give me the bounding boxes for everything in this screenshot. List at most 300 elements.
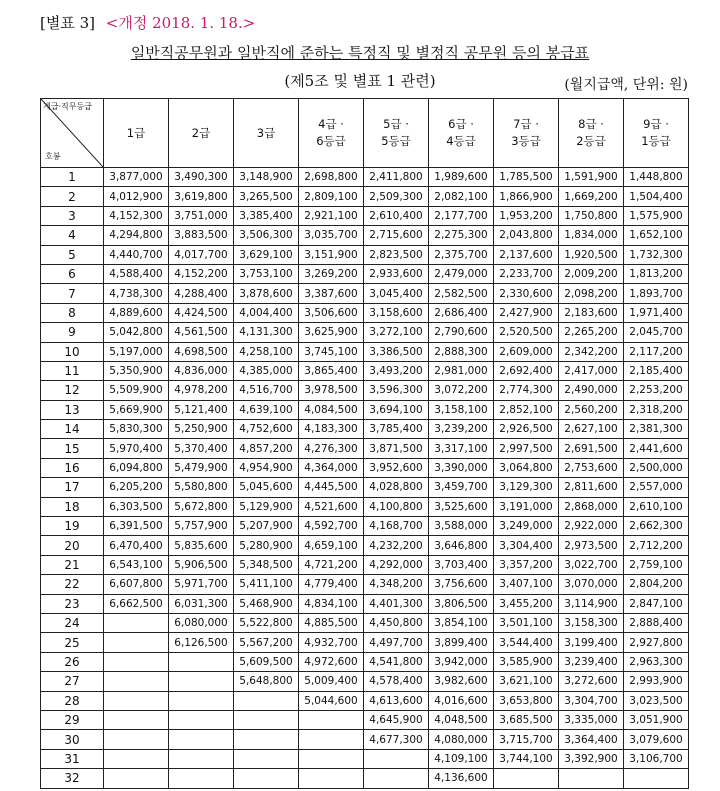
salary-cell bbox=[169, 691, 234, 710]
step-cell: 13 bbox=[41, 400, 104, 419]
salary-cell bbox=[234, 691, 299, 710]
salary-cell: 3,596,300 bbox=[364, 381, 429, 400]
salary-cell: 1,866,900 bbox=[494, 187, 559, 206]
salary-cell: 3,035,700 bbox=[299, 226, 364, 245]
column-header-line: 6급 · bbox=[448, 117, 474, 132]
salary-cell: 3,899,400 bbox=[429, 633, 494, 652]
table-row bbox=[41, 555, 689, 574]
salary-cell: 2,509,300 bbox=[364, 187, 429, 206]
table-row bbox=[41, 400, 689, 419]
step-cell: 27 bbox=[41, 672, 104, 691]
salary-cell: 2,500,000 bbox=[624, 458, 689, 477]
salary-cell: 2,610,400 bbox=[364, 206, 429, 225]
salary-cell: 2,253,200 bbox=[624, 381, 689, 400]
salary-cell: 4,080,000 bbox=[429, 730, 494, 749]
salary-cell bbox=[234, 710, 299, 729]
salary-cell: 4,613,600 bbox=[364, 691, 429, 710]
step-cell: 15 bbox=[41, 439, 104, 458]
column-header bbox=[559, 99, 624, 168]
salary-cell: 1,971,400 bbox=[624, 303, 689, 322]
salary-cell: 1,591,900 bbox=[559, 168, 624, 187]
appendix-header bbox=[40, 12, 255, 33]
salary-cell: 2,330,600 bbox=[494, 284, 559, 303]
salary-cell: 3,685,500 bbox=[494, 710, 559, 729]
salary-cell: 5,350,900 bbox=[104, 361, 169, 380]
salary-cell: 4,954,900 bbox=[234, 458, 299, 477]
step-cell: 21 bbox=[41, 555, 104, 574]
salary-cell: 3,199,400 bbox=[559, 633, 624, 652]
salary-cell: 2,888,400 bbox=[624, 613, 689, 632]
salary-cell bbox=[299, 710, 364, 729]
salary-cell: 4,401,300 bbox=[364, 594, 429, 613]
salary-cell: 3,304,700 bbox=[559, 691, 624, 710]
column-header bbox=[234, 99, 299, 168]
salary-cell: 3,501,100 bbox=[494, 613, 559, 632]
salary-cell: 3,745,100 bbox=[299, 342, 364, 361]
salary-cell: 5,129,900 bbox=[234, 497, 299, 516]
salary-cell: 5,648,800 bbox=[234, 672, 299, 691]
salary-cell: 3,023,500 bbox=[624, 691, 689, 710]
salary-cell: 1,989,600 bbox=[429, 168, 494, 187]
salary-cell: 3,335,000 bbox=[559, 710, 624, 729]
salary-cell: 1,953,200 bbox=[494, 206, 559, 225]
salary-cell: 3,386,500 bbox=[364, 342, 429, 361]
salary-cell: 1,834,000 bbox=[559, 226, 624, 245]
salary-cell: 6,543,100 bbox=[104, 555, 169, 574]
salary-cell: 4,645,900 bbox=[364, 710, 429, 729]
step-cell: 25 bbox=[41, 633, 104, 652]
salary-cell: 3,072,200 bbox=[429, 381, 494, 400]
salary-cell: 3,785,400 bbox=[364, 420, 429, 439]
salary-cell: 3,865,400 bbox=[299, 361, 364, 380]
step-cell: 14 bbox=[41, 420, 104, 439]
table-row bbox=[41, 303, 689, 322]
salary-cell: 2,933,600 bbox=[364, 264, 429, 283]
salary-cell: 2,692,400 bbox=[494, 361, 559, 380]
salary-cell: 5,906,500 bbox=[169, 555, 234, 574]
salary-cell: 3,148,900 bbox=[234, 168, 299, 187]
salary-cell: 2,183,600 bbox=[559, 303, 624, 322]
salary-cell bbox=[104, 691, 169, 710]
salary-cell: 2,043,800 bbox=[494, 226, 559, 245]
salary-cell bbox=[169, 652, 234, 671]
salary-cell: 2,411,800 bbox=[364, 168, 429, 187]
salary-cell: 3,756,600 bbox=[429, 575, 494, 594]
revision-note: <개정 2018. 1. 18.> bbox=[105, 14, 256, 32]
salary-cell: 1,750,800 bbox=[559, 206, 624, 225]
salary-cell: 2,318,200 bbox=[624, 400, 689, 419]
salary-cell: 3,753,100 bbox=[234, 264, 299, 283]
salary-cell bbox=[364, 769, 429, 788]
salary-cell: 5,121,400 bbox=[169, 400, 234, 419]
step-cell: 3 bbox=[41, 206, 104, 225]
salary-cell: 1,669,200 bbox=[559, 187, 624, 206]
salary-cell: 4,721,200 bbox=[299, 555, 364, 574]
salary-cell: 5,280,900 bbox=[234, 536, 299, 555]
salary-cell: 3,506,600 bbox=[299, 303, 364, 322]
table-row bbox=[41, 730, 689, 749]
salary-cell: 4,016,600 bbox=[429, 691, 494, 710]
salary-cell: 2,520,500 bbox=[494, 323, 559, 342]
salary-cell: 5,609,500 bbox=[234, 652, 299, 671]
salary-cell: 3,151,900 bbox=[299, 245, 364, 264]
salary-cell bbox=[299, 769, 364, 788]
column-header-line: 9급 · bbox=[643, 117, 669, 132]
step-cell: 26 bbox=[41, 652, 104, 671]
salary-cell: 2,265,200 bbox=[559, 323, 624, 342]
salary-cell: 3,239,200 bbox=[429, 420, 494, 439]
salary-cell: 3,249,000 bbox=[494, 517, 559, 536]
salary-cell: 4,497,700 bbox=[364, 633, 429, 652]
table-row bbox=[41, 206, 689, 225]
salary-cell: 3,455,200 bbox=[494, 594, 559, 613]
salary-cell: 5,580,800 bbox=[169, 478, 234, 497]
salary-cell: 2,698,800 bbox=[299, 168, 364, 187]
salary-cell: 5,411,100 bbox=[234, 575, 299, 594]
salary-cell: 2,441,600 bbox=[624, 439, 689, 458]
salary-cell: 5,348,500 bbox=[234, 555, 299, 574]
salary-cell: 3,079,600 bbox=[624, 730, 689, 749]
salary-cell: 4,012,900 bbox=[104, 187, 169, 206]
salary-cell bbox=[104, 710, 169, 729]
salary-cell: 4,541,800 bbox=[364, 652, 429, 671]
salary-cell: 4,109,100 bbox=[429, 749, 494, 768]
column-header-line: 8급 · bbox=[578, 117, 604, 132]
salary-cell bbox=[104, 652, 169, 671]
salary-cell: 2,963,300 bbox=[624, 652, 689, 671]
column-header bbox=[169, 99, 234, 168]
table-row bbox=[41, 361, 689, 380]
salary-cell: 3,459,700 bbox=[429, 478, 494, 497]
salary-cell: 2,922,000 bbox=[559, 517, 624, 536]
salary-cell bbox=[169, 672, 234, 691]
salary-cell: 4,364,000 bbox=[299, 458, 364, 477]
salary-cell: 2,479,000 bbox=[429, 264, 494, 283]
table-row bbox=[41, 342, 689, 361]
table-row bbox=[41, 672, 689, 691]
salary-cell bbox=[234, 730, 299, 749]
salary-cell: 3,064,800 bbox=[494, 458, 559, 477]
salary-cell: 4,698,500 bbox=[169, 342, 234, 361]
salary-cell: 4,578,400 bbox=[364, 672, 429, 691]
salary-cell: 2,045,700 bbox=[624, 323, 689, 342]
salary-cell: 3,952,600 bbox=[364, 458, 429, 477]
salary-cell bbox=[169, 710, 234, 729]
salary-cell: 4,258,100 bbox=[234, 342, 299, 361]
salary-cell: 4,779,400 bbox=[299, 575, 364, 594]
step-cell: 10 bbox=[41, 342, 104, 361]
salary-cell: 4,445,500 bbox=[299, 478, 364, 497]
salary-cell: 2,610,100 bbox=[624, 497, 689, 516]
salary-cell: 3,942,000 bbox=[429, 652, 494, 671]
step-cell: 23 bbox=[41, 594, 104, 613]
column-header bbox=[494, 99, 559, 168]
table-row bbox=[41, 458, 689, 477]
salary-cell: 5,197,000 bbox=[104, 342, 169, 361]
table-row bbox=[41, 749, 689, 768]
salary-cell: 2,427,900 bbox=[494, 303, 559, 322]
salary-cell: 3,715,700 bbox=[494, 730, 559, 749]
salary-cell bbox=[104, 749, 169, 768]
salary-cell: 1,893,700 bbox=[624, 284, 689, 303]
salary-cell bbox=[104, 633, 169, 652]
salary-cell: 1,813,200 bbox=[624, 264, 689, 283]
step-cell: 20 bbox=[41, 536, 104, 555]
salary-cell: 3,158,600 bbox=[364, 303, 429, 322]
salary-cell: 2,375,700 bbox=[429, 245, 494, 264]
salary-cell: 2,275,300 bbox=[429, 226, 494, 245]
salary-cell: 4,294,800 bbox=[104, 226, 169, 245]
column-header-line: 1등급 bbox=[641, 134, 671, 148]
salary-cell bbox=[104, 730, 169, 749]
step-cell: 2 bbox=[41, 187, 104, 206]
table-row bbox=[41, 323, 689, 342]
salary-cell: 2,185,400 bbox=[624, 361, 689, 380]
salary-cell: 4,028,800 bbox=[364, 478, 429, 497]
salary-cell: 6,205,200 bbox=[104, 478, 169, 497]
salary-cell: 2,715,600 bbox=[364, 226, 429, 245]
table-row bbox=[41, 420, 689, 439]
salary-cell: 3,878,600 bbox=[234, 284, 299, 303]
table-row bbox=[41, 187, 689, 206]
table-row bbox=[41, 633, 689, 652]
salary-cell: 3,106,700 bbox=[624, 749, 689, 768]
table-row bbox=[41, 769, 689, 788]
salary-cell: 3,317,100 bbox=[429, 439, 494, 458]
step-cell: 4 bbox=[41, 226, 104, 245]
salary-cell: 3,114,900 bbox=[559, 594, 624, 613]
salary-cell: 4,288,400 bbox=[169, 284, 234, 303]
table-row bbox=[41, 168, 689, 187]
column-header bbox=[364, 99, 429, 168]
salary-cell: 3,364,400 bbox=[559, 730, 624, 749]
salary-cell: 3,854,100 bbox=[429, 613, 494, 632]
salary-cell: 2,686,400 bbox=[429, 303, 494, 322]
table-row bbox=[41, 381, 689, 400]
salary-cell: 4,440,700 bbox=[104, 245, 169, 264]
salary-cell: 5,672,800 bbox=[169, 497, 234, 516]
salary-cell: 4,932,700 bbox=[299, 633, 364, 652]
salary-cell: 4,836,000 bbox=[169, 361, 234, 380]
salary-cell: 5,207,900 bbox=[234, 517, 299, 536]
salary-cell: 4,592,700 bbox=[299, 517, 364, 536]
salary-cell: 4,131,300 bbox=[234, 323, 299, 342]
salary-cell: 3,883,500 bbox=[169, 226, 234, 245]
salary-cell: 3,239,400 bbox=[559, 652, 624, 671]
salary-cell: 2,997,500 bbox=[494, 439, 559, 458]
salary-cell: 5,044,600 bbox=[299, 691, 364, 710]
table-row bbox=[41, 245, 689, 264]
salary-cell: 5,970,400 bbox=[104, 439, 169, 458]
salary-cell: 3,269,200 bbox=[299, 264, 364, 283]
salary-cell: 4,450,800 bbox=[364, 613, 429, 632]
salary-cell: 2,082,100 bbox=[429, 187, 494, 206]
salary-cell bbox=[169, 749, 234, 768]
column-header-line: 4등급 bbox=[446, 134, 476, 148]
salary-cell: 5,009,400 bbox=[299, 672, 364, 691]
step-cell: 9 bbox=[41, 323, 104, 342]
salary-cell: 4,017,700 bbox=[169, 245, 234, 264]
table-row bbox=[41, 536, 689, 555]
salary-cell: 2,847,100 bbox=[624, 594, 689, 613]
salary-cell: 3,877,000 bbox=[104, 168, 169, 187]
salary-cell: 3,744,100 bbox=[494, 749, 559, 768]
salary-cell: 4,561,500 bbox=[169, 323, 234, 342]
step-cell: 5 bbox=[41, 245, 104, 264]
salary-cell bbox=[559, 769, 624, 788]
corner-bottom-label: 호봉 bbox=[45, 152, 61, 162]
salary-cell: 5,479,900 bbox=[169, 458, 234, 477]
column-header-line: 3급 bbox=[256, 125, 276, 140]
corner-cell bbox=[41, 99, 104, 168]
salary-cell: 2,137,600 bbox=[494, 245, 559, 264]
salary-cell: 3,525,600 bbox=[429, 497, 494, 516]
salary-cell bbox=[234, 769, 299, 788]
table-row bbox=[41, 652, 689, 671]
salary-cell: 5,830,300 bbox=[104, 420, 169, 439]
salary-cell bbox=[299, 749, 364, 768]
salary-cell: 3,585,900 bbox=[494, 652, 559, 671]
salary-cell: 2,759,100 bbox=[624, 555, 689, 574]
table-row bbox=[41, 594, 689, 613]
salary-cell: 2,609,000 bbox=[494, 342, 559, 361]
salary-cell bbox=[624, 769, 689, 788]
salary-cell: 3,653,800 bbox=[494, 691, 559, 710]
salary-cell: 4,857,200 bbox=[234, 439, 299, 458]
salary-cell: 2,582,500 bbox=[429, 284, 494, 303]
salary-cell: 3,621,100 bbox=[494, 672, 559, 691]
salary-cell: 2,098,200 bbox=[559, 284, 624, 303]
salary-cell: 5,971,700 bbox=[169, 575, 234, 594]
table-row bbox=[41, 710, 689, 729]
salary-cell: 2,381,300 bbox=[624, 420, 689, 439]
salary-cell: 4,516,700 bbox=[234, 381, 299, 400]
salary-cell: 3,490,300 bbox=[169, 168, 234, 187]
step-cell: 28 bbox=[41, 691, 104, 710]
salary-cell: 5,045,600 bbox=[234, 478, 299, 497]
salary-cell: 3,506,300 bbox=[234, 226, 299, 245]
table-row bbox=[41, 497, 689, 516]
salary-cell: 2,888,300 bbox=[429, 342, 494, 361]
salary-cell: 2,927,800 bbox=[624, 633, 689, 652]
salary-cell: 1,785,500 bbox=[494, 168, 559, 187]
salary-cell: 5,509,900 bbox=[104, 381, 169, 400]
salary-cell: 4,136,600 bbox=[429, 769, 494, 788]
salary-cell: 5,250,900 bbox=[169, 420, 234, 439]
salary-cell bbox=[494, 769, 559, 788]
salary-cell: 5,835,600 bbox=[169, 536, 234, 555]
salary-cell: 4,889,600 bbox=[104, 303, 169, 322]
salary-cell bbox=[104, 672, 169, 691]
column-header-line: 1급 bbox=[126, 125, 146, 140]
salary-cell: 4,659,100 bbox=[299, 536, 364, 555]
salary-cell: 2,804,200 bbox=[624, 575, 689, 594]
salary-cell: 3,129,300 bbox=[494, 478, 559, 497]
salary-cell: 2,417,000 bbox=[559, 361, 624, 380]
salary-cell: 1,732,300 bbox=[624, 245, 689, 264]
salary-cell: 3,272,100 bbox=[364, 323, 429, 342]
salary-cell: 2,921,100 bbox=[299, 206, 364, 225]
table-row bbox=[41, 691, 689, 710]
salary-cell: 4,385,000 bbox=[234, 361, 299, 380]
column-header bbox=[429, 99, 494, 168]
salary-cell: 5,757,900 bbox=[169, 517, 234, 536]
salary-cell bbox=[104, 613, 169, 632]
salary-cell: 3,045,400 bbox=[364, 284, 429, 303]
salary-cell bbox=[299, 730, 364, 749]
salary-cell: 4,752,600 bbox=[234, 420, 299, 439]
table-header-row bbox=[41, 99, 689, 168]
salary-cell bbox=[169, 730, 234, 749]
step-cell: 31 bbox=[41, 749, 104, 768]
salary-cell: 3,625,900 bbox=[299, 323, 364, 342]
salary-cell: 4,588,400 bbox=[104, 264, 169, 283]
salary-cell: 2,233,700 bbox=[494, 264, 559, 283]
salary-cell: 4,972,600 bbox=[299, 652, 364, 671]
salary-cell: 3,407,100 bbox=[494, 575, 559, 594]
salary-cell: 5,567,200 bbox=[234, 633, 299, 652]
salary-cell: 2,627,100 bbox=[559, 420, 624, 439]
step-cell: 6 bbox=[41, 264, 104, 283]
table-row bbox=[41, 517, 689, 536]
salary-cell: 3,694,100 bbox=[364, 400, 429, 419]
step-cell: 8 bbox=[41, 303, 104, 322]
salary-cell: 4,348,200 bbox=[364, 575, 429, 594]
table-row bbox=[41, 478, 689, 497]
step-cell: 18 bbox=[41, 497, 104, 516]
step-cell: 12 bbox=[41, 381, 104, 400]
salary-cell: 3,806,500 bbox=[429, 594, 494, 613]
column-header bbox=[624, 99, 689, 168]
column-header-line: 5급 · bbox=[383, 117, 409, 132]
salary-cell: 1,652,100 bbox=[624, 226, 689, 245]
salary-cell: 5,669,900 bbox=[104, 400, 169, 419]
column-header-line: 5등급 bbox=[381, 134, 411, 148]
salary-cell: 3,703,400 bbox=[429, 555, 494, 574]
step-cell: 29 bbox=[41, 710, 104, 729]
salary-cell: 2,774,300 bbox=[494, 381, 559, 400]
salary-cell: 5,468,900 bbox=[234, 594, 299, 613]
step-cell: 7 bbox=[41, 284, 104, 303]
salary-cell: 6,303,500 bbox=[104, 497, 169, 516]
step-cell: 32 bbox=[41, 769, 104, 788]
step-cell: 30 bbox=[41, 730, 104, 749]
appendix-label: [별표 3] bbox=[40, 14, 95, 32]
salary-cell: 1,920,500 bbox=[559, 245, 624, 264]
salary-cell: 3,051,900 bbox=[624, 710, 689, 729]
salary-cell: 2,557,000 bbox=[624, 478, 689, 497]
salary-cell: 3,357,200 bbox=[494, 555, 559, 574]
salary-cell: 3,871,500 bbox=[364, 439, 429, 458]
salary-cell: 3,158,300 bbox=[559, 613, 624, 632]
column-header-line: 2등급 bbox=[576, 134, 606, 148]
salary-cell: 2,823,500 bbox=[364, 245, 429, 264]
salary-cell bbox=[364, 749, 429, 768]
salary-table bbox=[40, 98, 689, 789]
salary-cell: 2,009,200 bbox=[559, 264, 624, 283]
document-title: 일반직공무원과 일반직에 준하는 특정직 및 별정직 공무원 등의 봉급표 bbox=[130, 44, 590, 62]
salary-cell: 3,390,000 bbox=[429, 458, 494, 477]
salary-cell: 3,619,800 bbox=[169, 187, 234, 206]
salary-cell: 2,712,200 bbox=[624, 536, 689, 555]
salary-cell: 4,639,100 bbox=[234, 400, 299, 419]
table-row bbox=[41, 439, 689, 458]
salary-cell: 3,272,600 bbox=[559, 672, 624, 691]
step-cell: 17 bbox=[41, 478, 104, 497]
salary-cell: 3,646,800 bbox=[429, 536, 494, 555]
salary-cell bbox=[234, 749, 299, 768]
salary-cell: 4,183,300 bbox=[299, 420, 364, 439]
